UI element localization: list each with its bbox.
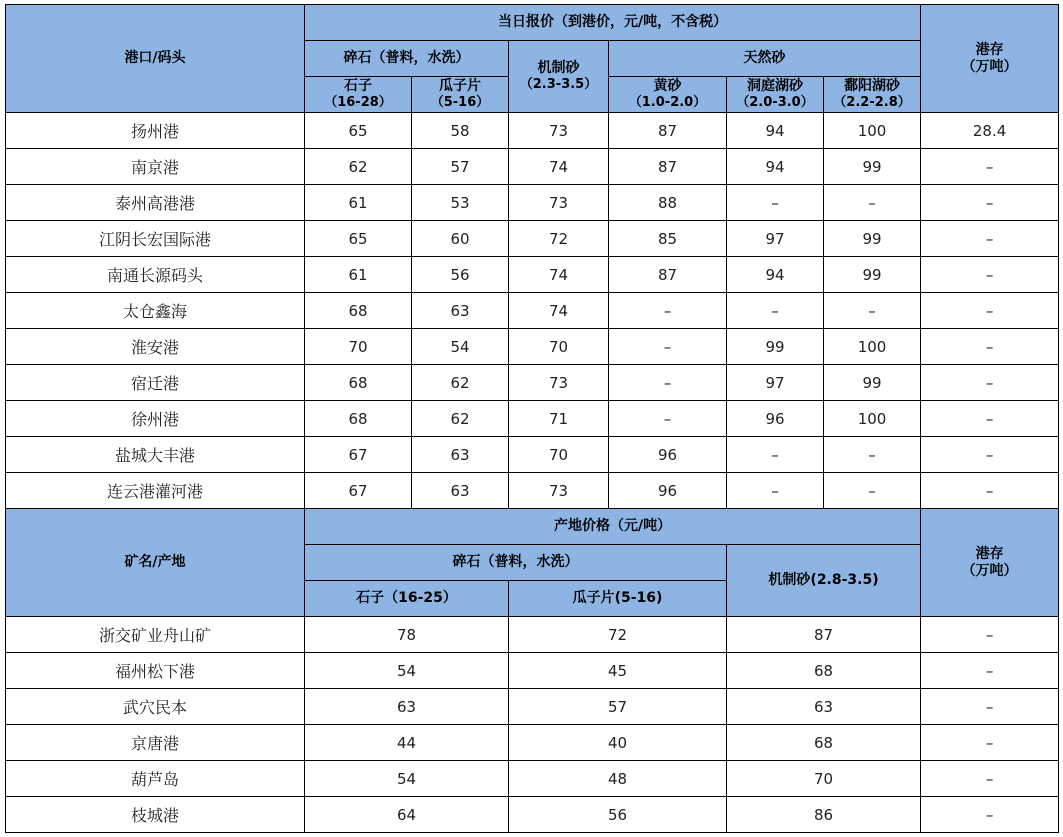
cell-stone: 54	[305, 653, 509, 689]
cell-dongting: –	[727, 437, 824, 473]
port-name: 淮安港	[6, 329, 305, 365]
cell-chips: 56	[509, 797, 727, 833]
cell-yellow-sand: 87	[609, 257, 727, 293]
machine-sand-spec: （2.3-3.5）	[519, 77, 598, 92]
cell-machine-sand: 68	[727, 725, 921, 761]
cell-poyang: –	[824, 473, 921, 509]
cell-chips: 57	[412, 149, 509, 185]
cell-stone: 54	[305, 761, 509, 797]
mine-name: 枝城港	[6, 797, 305, 833]
cell-machine-sand: 70	[509, 329, 609, 365]
cell-yellow-sand: –	[609, 329, 727, 365]
table-row	[6, 617, 1059, 653]
cell-machine-sand: 74	[509, 257, 609, 293]
header-gravel-group: 碎石（普料，水洗）	[305, 41, 509, 77]
table-row	[6, 437, 1059, 473]
cell-dongting: 96	[727, 401, 824, 437]
cell-poyang: 100	[824, 401, 921, 437]
port-name: 南京港	[6, 149, 305, 185]
cell-machine-sand: 70	[727, 761, 921, 797]
table-row	[6, 401, 1059, 437]
cell-stock: –	[921, 185, 1059, 221]
cell-stone: 61	[305, 257, 412, 293]
header-stone	[305, 77, 412, 113]
table-row	[6, 365, 1059, 401]
cell-stone: 65	[305, 221, 412, 257]
header-dongting	[727, 77, 824, 113]
cell-chips: 63	[412, 437, 509, 473]
header-chips	[412, 77, 509, 113]
port-name: 连云港灌河港	[6, 473, 305, 509]
cell-chips: 62	[412, 365, 509, 401]
mine-name: 浙交矿业舟山矿	[6, 617, 305, 653]
cell-dongting: 94	[727, 113, 824, 149]
cell-stock: –	[921, 149, 1059, 185]
cell-yellow-sand: 87	[609, 113, 727, 149]
cell-poyang: 99	[824, 365, 921, 401]
cell-stock: –	[921, 617, 1059, 653]
cell-machine-sand: 71	[509, 401, 609, 437]
cell-machine-sand: 73	[509, 365, 609, 401]
cell-machine-sand: 73	[509, 113, 609, 149]
cell-stock: –	[921, 401, 1059, 437]
cell-stock: 28.4	[921, 113, 1059, 149]
cell-stock: –	[921, 365, 1059, 401]
cell-stock: –	[921, 797, 1059, 833]
port-name: 南通长源码头	[6, 257, 305, 293]
port-name: 扬州港	[6, 113, 305, 149]
cell-dongting: 97	[727, 221, 824, 257]
price-table	[5, 4, 1059, 833]
cell-machine-sand: 72	[509, 221, 609, 257]
dongting-spec: （2.0-3.0）	[736, 95, 814, 110]
cell-stock: –	[921, 653, 1059, 689]
cell-machine-sand: 74	[509, 293, 609, 329]
cell-yellow-sand: 96	[609, 473, 727, 509]
table-row	[6, 653, 1059, 689]
port-name: 徐州港	[6, 401, 305, 437]
table-row	[6, 113, 1059, 149]
cell-yellow-sand: –	[609, 293, 727, 329]
cell-stone: 70	[305, 329, 412, 365]
cell-stone: 65	[305, 113, 412, 149]
header-quote-group: 当日报价（到港价，元/吨，不含税）	[305, 5, 921, 41]
cell-chips: 72	[509, 617, 727, 653]
cell-chips: 56	[412, 257, 509, 293]
cell-poyang: 99	[824, 149, 921, 185]
stock-label: 港存	[975, 41, 1004, 58]
port-name: 太仓鑫海	[6, 293, 305, 329]
cell-stock: –	[921, 329, 1059, 365]
table-row	[6, 329, 1059, 365]
header-mine: 矿名/产地	[6, 509, 305, 617]
cell-chips: 58	[412, 113, 509, 149]
port-name: 江阴长宏国际港	[6, 221, 305, 257]
cell-machine-sand: 73	[509, 185, 609, 221]
cell-chips: 45	[509, 653, 727, 689]
stock-unit: （万吨）	[961, 58, 1018, 75]
cell-dongting: –	[727, 185, 824, 221]
port-name: 宿迁港	[6, 365, 305, 401]
cell-chips: 60	[412, 221, 509, 257]
header-stone-2: 石子（16-25）	[305, 581, 509, 617]
header-machine-sand-2: 机制砂(2.8-3.5)	[727, 545, 921, 617]
cell-machine-sand: 70	[509, 437, 609, 473]
cell-dongting: –	[727, 293, 824, 329]
cell-machine-sand: 63	[727, 689, 921, 725]
cell-poyang: –	[824, 293, 921, 329]
stock-label-2: 港存	[975, 545, 1004, 562]
cell-stock: –	[921, 437, 1059, 473]
mine-name: 京唐港	[6, 725, 305, 761]
table-row	[6, 185, 1059, 221]
cell-dongting: 94	[727, 149, 824, 185]
header-chips-2: 瓜子片(5-16)	[509, 581, 727, 617]
cell-stone: 63	[305, 689, 509, 725]
cell-poyang: 99	[824, 221, 921, 257]
cell-chips: 62	[412, 401, 509, 437]
cell-poyang: 99	[824, 257, 921, 293]
cell-stone: 78	[305, 617, 509, 653]
cell-yellow-sand: 87	[609, 149, 727, 185]
stone-label: 石子	[344, 78, 372, 94]
cell-stone: 67	[305, 437, 412, 473]
cell-stone: 61	[305, 185, 412, 221]
cell-machine-sand: 87	[727, 617, 921, 653]
cell-chips: 63	[412, 293, 509, 329]
cell-poyang: 100	[824, 113, 921, 149]
cell-stock: –	[921, 293, 1059, 329]
cell-chips: 40	[509, 725, 727, 761]
cell-stone: 68	[305, 401, 412, 437]
cell-stone: 68	[305, 365, 412, 401]
mine-name: 武穴民本	[6, 689, 305, 725]
cell-machine-sand: 73	[509, 473, 609, 509]
cell-stock: –	[921, 725, 1059, 761]
cell-stock: –	[921, 221, 1059, 257]
cell-machine-sand: 68	[727, 653, 921, 689]
cell-dongting: 94	[727, 257, 824, 293]
chips-label: 瓜子片	[439, 78, 481, 94]
header-port: 港口/码头	[6, 5, 305, 113]
chips-spec: （5-16）	[430, 95, 490, 110]
header-machine-sand	[509, 41, 609, 113]
table-row	[6, 473, 1059, 509]
cell-poyang: –	[824, 185, 921, 221]
table-row	[6, 221, 1059, 257]
cell-yellow-sand: –	[609, 401, 727, 437]
table-row	[6, 761, 1059, 797]
cell-stock: –	[921, 257, 1059, 293]
port-name: 泰州高港港	[6, 185, 305, 221]
poyang-label: 鄱阳湖砂	[844, 78, 901, 94]
port-name: 盐城大丰港	[6, 437, 305, 473]
cell-stock: –	[921, 689, 1059, 725]
cell-dongting: 97	[727, 365, 824, 401]
cell-dongting: 99	[727, 329, 824, 365]
cell-chips: 63	[412, 473, 509, 509]
table-row	[6, 797, 1059, 833]
yellow-sand-spec: （1.0-2.0）	[628, 95, 707, 110]
table-row	[6, 293, 1059, 329]
cell-stone: 68	[305, 293, 412, 329]
cell-yellow-sand: –	[609, 365, 727, 401]
header-origin-price-group: 产地价格（元/吨）	[305, 509, 921, 545]
cell-stone: 62	[305, 149, 412, 185]
mine-name: 葫芦岛	[6, 761, 305, 797]
table-row	[6, 689, 1059, 725]
cell-dongting: –	[727, 473, 824, 509]
cell-chips: 48	[509, 761, 727, 797]
cell-poyang: 100	[824, 329, 921, 365]
table-row	[6, 725, 1059, 761]
cell-stone: 64	[305, 797, 509, 833]
cell-chips: 53	[412, 185, 509, 221]
header-poyang	[824, 77, 921, 113]
cell-yellow-sand: 88	[609, 185, 727, 221]
cell-machine-sand: 86	[727, 797, 921, 833]
cell-yellow-sand: 85	[609, 221, 727, 257]
cell-machine-sand: 74	[509, 149, 609, 185]
cell-stock: –	[921, 761, 1059, 797]
cell-stone: 67	[305, 473, 412, 509]
header-yellow-sand	[609, 77, 727, 113]
cell-chips: 54	[412, 329, 509, 365]
header-stock-2	[921, 509, 1059, 617]
machine-sand-label: 机制砂	[537, 60, 580, 76]
cell-stone: 44	[305, 725, 509, 761]
cell-poyang: –	[824, 437, 921, 473]
stock-unit-2: （万吨）	[961, 562, 1018, 579]
mine-name: 福州松下港	[6, 653, 305, 689]
stone-spec: （16-28）	[324, 95, 392, 110]
cell-yellow-sand: 96	[609, 437, 727, 473]
cell-stock: –	[921, 473, 1059, 509]
cell-chips: 57	[509, 689, 727, 725]
dongting-label: 洞庭湖砂	[747, 78, 803, 94]
header-natural-sand: 天然砂	[609, 41, 921, 77]
table-row	[6, 257, 1059, 293]
poyang-spec: （2.2-2.8）	[833, 95, 911, 110]
header-gravel-group-2: 碎石（普料，水洗）	[305, 545, 727, 581]
yellow-sand-label: 黄砂	[653, 78, 682, 94]
table-row	[6, 149, 1059, 185]
header-stock	[921, 5, 1059, 113]
